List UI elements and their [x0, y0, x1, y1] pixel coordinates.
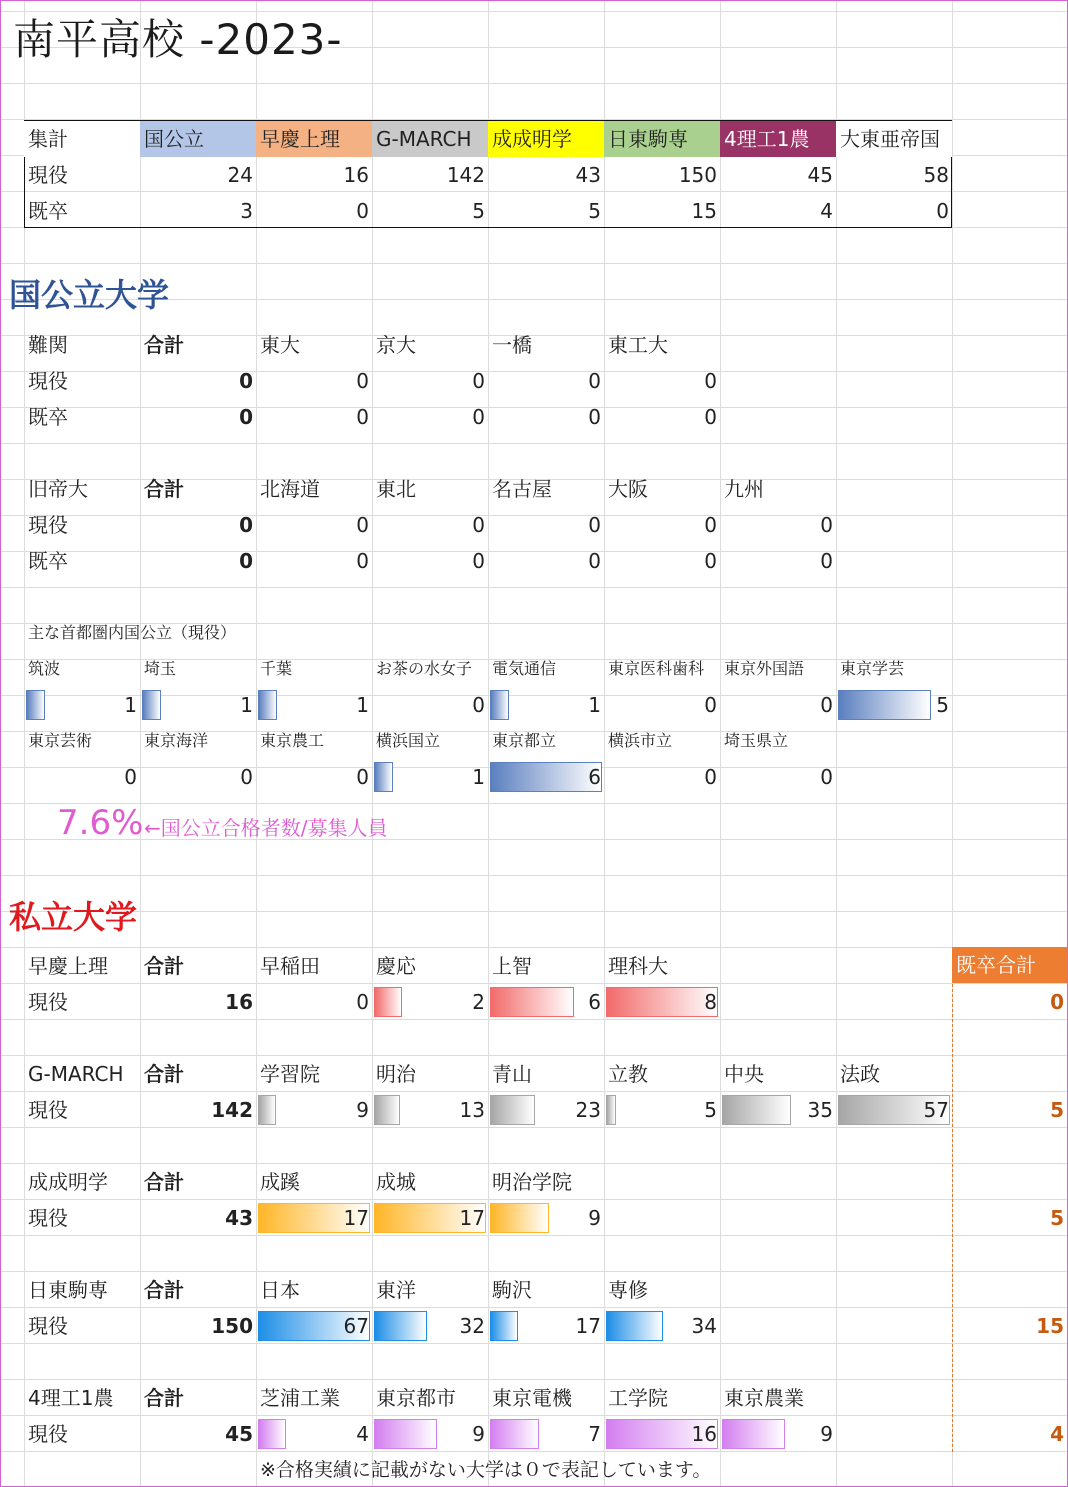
group-label: G-MARCH	[28, 1062, 124, 1086]
university-name: 明治	[376, 1062, 416, 1086]
summary-row-label: 現役	[28, 163, 68, 187]
university-name: 東京学芸	[840, 659, 905, 678]
university-count: 0	[472, 549, 485, 573]
university-name: 東京都市	[376, 1386, 456, 1410]
university-name: 横浜国立	[376, 731, 441, 750]
university-name: 中央	[724, 1062, 764, 1086]
university-count: 0	[240, 765, 253, 789]
university-count: 13	[459, 1098, 485, 1122]
summary-value: 24	[227, 163, 253, 187]
university-count: 4	[356, 1422, 369, 1446]
row-total: 0	[239, 369, 253, 393]
university-name: お茶の水女子	[376, 659, 473, 678]
university-name: 京大	[376, 333, 416, 357]
summary-value: 15	[691, 199, 717, 223]
university-name: 九州	[724, 477, 764, 501]
university-name: 早稲田	[260, 954, 320, 978]
university-count: 0	[356, 405, 369, 429]
university-name: 電気通信	[492, 659, 557, 678]
university-count: 0	[820, 765, 833, 789]
summary-header-4: 成成明学	[488, 121, 604, 157]
kokko-ratio: 7.6%	[57, 803, 144, 843]
row-label: 既卒	[28, 549, 68, 573]
group-label: 4理工1農	[28, 1386, 114, 1410]
kisotsu-total-value: 5	[1050, 1206, 1064, 1230]
university-name: 名古屋	[492, 477, 552, 501]
row-label: 現役	[28, 369, 68, 393]
shiritsu-section-title: 私立大学	[9, 898, 138, 936]
university-name: 東京芸術	[28, 731, 93, 750]
university-count: 0	[588, 369, 601, 393]
university-count: 0	[472, 405, 485, 429]
university-count: 0	[472, 513, 485, 537]
row-total: 43	[225, 1206, 253, 1230]
university-count: 7	[588, 1422, 601, 1446]
summary-header-5: 日東駒専	[604, 121, 720, 157]
summary-value: 16	[343, 163, 369, 187]
university-name: 上智	[492, 954, 532, 978]
university-name: 学習院	[260, 1062, 320, 1086]
university-name: 北海道	[260, 477, 320, 501]
university-name: 芝浦工業	[260, 1386, 340, 1410]
summary-header-2: 早慶上理	[256, 121, 372, 157]
university-count: 1	[588, 693, 601, 717]
row-label: 現役	[28, 1206, 68, 1230]
university-count: 0	[588, 549, 601, 573]
row-label: 現役	[28, 990, 68, 1014]
university-name: 立教	[608, 1062, 648, 1086]
university-count: 32	[459, 1314, 485, 1338]
summary-header-3: G-MARCH	[372, 121, 488, 157]
university-count: 9	[356, 1098, 369, 1122]
university-name: 東京電機	[492, 1386, 572, 1410]
university-count: 0	[588, 513, 601, 537]
group-label: 早慶上理	[28, 954, 108, 978]
university-name: 駒沢	[492, 1278, 532, 1302]
university-count: 5	[704, 1098, 717, 1122]
group-label: 日東駒専	[28, 1278, 108, 1302]
university-count: 0	[472, 693, 485, 717]
summary-value: 142	[446, 163, 485, 187]
summary-value: 0	[936, 199, 949, 223]
row-total: 142	[211, 1098, 253, 1122]
university-count: 0	[588, 405, 601, 429]
university-name: 東京外国語	[724, 659, 805, 678]
group-label: 旧帝大	[28, 477, 88, 501]
summary-row-label: 既卒	[28, 199, 68, 223]
university-count: 17	[575, 1314, 601, 1338]
row-total: 0	[239, 513, 253, 537]
row-total: 16	[225, 990, 253, 1014]
university-count: 57	[923, 1098, 949, 1122]
university-count: 17	[459, 1206, 485, 1230]
summary-value: 43	[575, 163, 601, 187]
university-name: 埼玉	[144, 659, 177, 678]
summary-value: 58	[923, 163, 949, 187]
university-count: 0	[820, 693, 833, 717]
row-label: 現役	[28, 1422, 68, 1446]
total-header: 合計	[144, 1278, 184, 1302]
university-count: 1	[124, 693, 137, 717]
university-count: 6	[588, 990, 601, 1014]
university-name: 大阪	[608, 477, 648, 501]
university-count: 0	[820, 549, 833, 573]
university-name: 横浜市立	[608, 731, 673, 750]
university-count: 0	[124, 765, 137, 789]
university-count: 9	[588, 1206, 601, 1230]
total-header: 合計	[144, 1170, 184, 1194]
university-count: 35	[807, 1098, 833, 1122]
university-name: 東京医科歯科	[608, 659, 705, 678]
university-count: 0	[356, 990, 369, 1014]
summary-header-7: 大東亜帝国	[836, 121, 952, 157]
group-label: 難関	[28, 333, 68, 357]
university-name: 成城	[376, 1170, 416, 1194]
university-count: 1	[356, 693, 369, 717]
university-count: 0	[356, 369, 369, 393]
university-count: 0	[356, 549, 369, 573]
row-label: 既卒	[28, 405, 68, 429]
university-name: 成蹊	[260, 1170, 300, 1194]
shutoken-caption: 主な首都圏内国公立（現役）	[28, 623, 237, 642]
summary-header-1: 国公立	[140, 121, 256, 157]
row-label: 現役	[28, 1314, 68, 1338]
university-name: 東京農業	[724, 1386, 804, 1410]
total-header: 合計	[144, 1386, 184, 1410]
university-count: 1	[240, 693, 253, 717]
row-total: 45	[225, 1422, 253, 1446]
summary-value: 3	[240, 199, 253, 223]
row-total: 150	[211, 1314, 253, 1338]
university-count: 6	[588, 765, 601, 789]
university-name: 一橋	[492, 333, 532, 357]
university-name: 明治学院	[492, 1170, 572, 1194]
university-name: 東京農工	[260, 731, 325, 750]
row-label: 現役	[28, 1098, 68, 1122]
kokko-section-title: 国公立大学	[9, 276, 170, 314]
university-count: 0	[356, 765, 369, 789]
university-count: 8	[704, 990, 717, 1014]
total-header: 合計	[144, 1062, 184, 1086]
university-count: 67	[343, 1314, 369, 1338]
university-name: 理科大	[608, 954, 668, 978]
university-count: 17	[343, 1206, 369, 1230]
university-name: 筑波	[28, 659, 61, 678]
university-count: 9	[820, 1422, 833, 1446]
kisotsu-total-value: 5	[1050, 1098, 1064, 1122]
kisotsu-total-value: 15	[1036, 1314, 1064, 1338]
group-label: 成成明学	[28, 1170, 108, 1194]
university-name: 東工大	[608, 333, 668, 357]
university-count: 0	[356, 513, 369, 537]
university-count: 0	[704, 405, 717, 429]
university-name: 東大	[260, 333, 300, 357]
kisotsu-total-value: 0	[1050, 990, 1064, 1014]
summary-header-6: 4理工1農	[720, 121, 836, 157]
university-name: 法政	[840, 1062, 880, 1086]
university-count: 34	[691, 1314, 717, 1338]
summary-value: 4	[820, 199, 833, 223]
university-name: 青山	[492, 1062, 532, 1086]
university-name: 東京海洋	[144, 731, 209, 750]
row-total: 0	[239, 405, 253, 429]
row-label: 現役	[28, 513, 68, 537]
university-count: 0	[704, 765, 717, 789]
kisotsu-total-header: 既卒合計	[952, 947, 1068, 983]
university-count: 5	[936, 693, 949, 717]
university-name: 東洋	[376, 1278, 416, 1302]
summary-value: 150	[678, 163, 717, 187]
summary-value: 45	[807, 163, 833, 187]
university-count: 23	[575, 1098, 601, 1122]
university-count: 9	[472, 1422, 485, 1446]
university-count: 0	[704, 513, 717, 537]
university-name: 慶応	[376, 954, 416, 978]
total-header: 合計	[144, 333, 184, 357]
university-count: 0	[704, 693, 717, 717]
university-name: 東北	[376, 477, 416, 501]
row-total: 0	[239, 549, 253, 573]
summary-value: 0	[356, 199, 369, 223]
university-count: 0	[704, 549, 717, 573]
university-count: 0	[472, 369, 485, 393]
university-count: 0	[704, 369, 717, 393]
university-name: 東京都立	[492, 731, 557, 750]
summary-header-label: 集計	[24, 121, 140, 157]
university-count: 16	[691, 1422, 717, 1446]
summary-value: 5	[472, 199, 485, 223]
university-name: 工学院	[608, 1386, 668, 1410]
university-count: 2	[472, 990, 485, 1014]
university-count: 1	[472, 765, 485, 789]
university-name: 日本	[260, 1278, 300, 1302]
university-name: 埼玉県立	[724, 731, 789, 750]
university-name: 千葉	[260, 659, 293, 678]
university-count: 0	[820, 513, 833, 537]
total-header: 合計	[144, 954, 184, 978]
kisotsu-total-value: 4	[1050, 1422, 1064, 1446]
total-header: 合計	[144, 477, 184, 501]
page-title: 南平高校 -2023-	[13, 15, 343, 64]
summary-value: 5	[588, 199, 601, 223]
footnote: ※合格実績に記載がない大学は０で表記しています。	[260, 1459, 712, 1481]
kokko-ratio-note: ←国公立合格者数/募集人員	[144, 816, 388, 840]
university-name: 専修	[608, 1278, 648, 1302]
